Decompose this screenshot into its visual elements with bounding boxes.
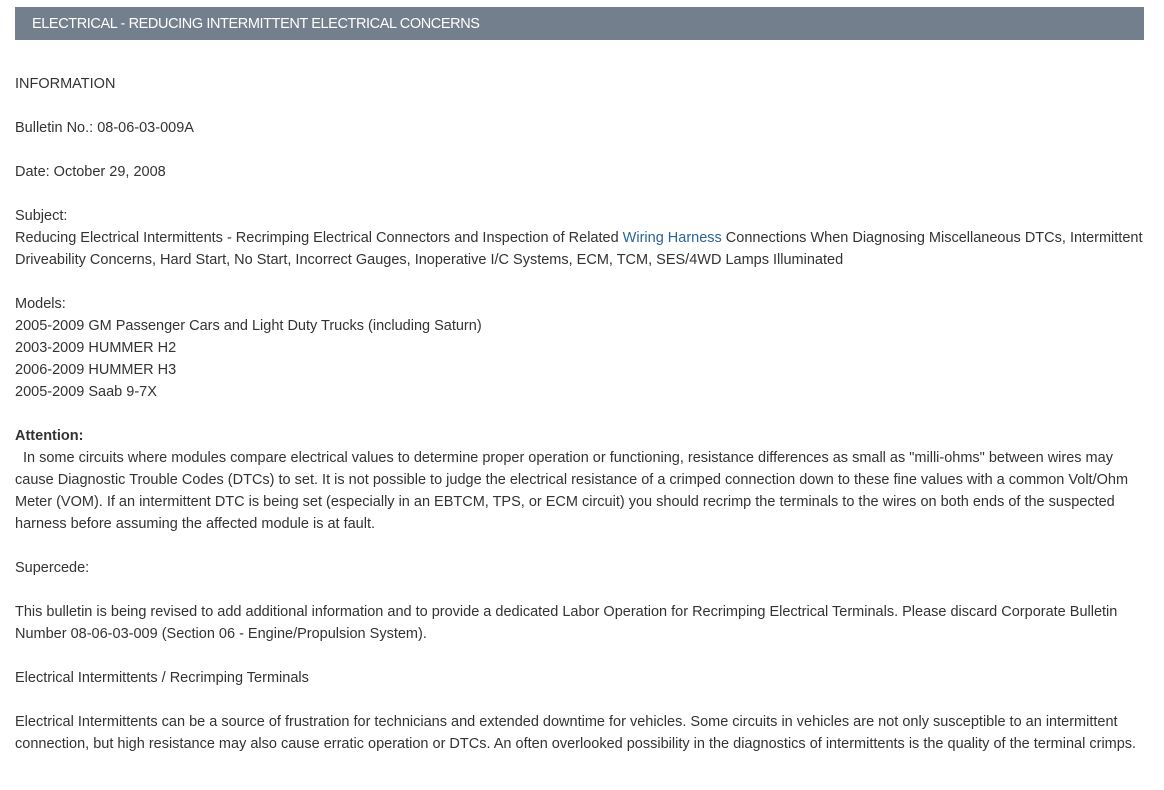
subject-label: Subject: (15, 208, 68, 224)
subject-text-start: Reducing Electrical Intermittents - Recrimping Electrical Connectors and Inspection of Related (15, 230, 623, 246)
wiring-harness-link[interactable]: Wiring Harness (622, 230, 722, 246)
model-item: 2005-2009 Saab 9-7X (15, 384, 157, 400)
model-item: 2006-2009 HUMMER H3 (15, 362, 177, 378)
subject-text-end: Connections When Diagnosing Miscellaneous DTCs, Intermittent Driveability Concerns, Hard Start, No Start, Incorrect Gauges, Inoperative I/C Systems, ECM, TCM, SES/4WD Lamps Illuminated (15, 230, 1143, 268)
models-block (15, 293, 1145, 403)
model-item: 2005-2009 GM Passenger Cars and Light Duty Trucks (including Saturn) (15, 318, 482, 334)
title-bar (15, 7, 1144, 40)
model-item: 2003-2009 HUMMER H2 (15, 340, 177, 356)
bulletin-content (15, 73, 1145, 755)
body-paragraph: Electrical Intermittents can be a source of frustration for technicians and extended downtime for vehicles. Some circuits in vehicles are not only susceptible to an intermittent connection, but high resistance may also cause erratic operation or DTCs. An often overlooked possibility in the diagnostics of intermittents is the quality of the terminal crimps. (15, 714, 1137, 752)
models-label: Models: (15, 296, 66, 312)
attention-text: In some circuits where modules compare electrical values to determine proper operation or functioning, resistance differences as small as "milli-ohms" between wires may cause Diagnostic Trouble Codes (DTCs) to set. It is not possible to judge the electrical resistance of a crimped connection down to these fine values with a common Volt/Ohm Meter (VOM). If an intermittent DTC is being set (especially in an EBTCM, TPS, or ECM circuit) you should recrimp the terminals to the wires on both ends of the suspected harness before assuming the affected module is at fault. (15, 450, 1129, 532)
supercede-label: Supercede: (15, 560, 90, 576)
attention-block (15, 425, 1145, 535)
page-title: ELECTRICAL - REDUCING INTERMITTENT ELECTRICAL CONCERNS (32, 15, 480, 32)
attention-label: Attention: (15, 428, 84, 444)
bulletin-date: Date: October 29, 2008 (15, 164, 166, 180)
section-subheading: Electrical Intermittents / Recrimping Terminals (15, 670, 309, 686)
section-label: INFORMATION (15, 76, 116, 92)
bulletin-number: Bulletin No.: 08-06-03-009A (15, 120, 194, 136)
subject-block (15, 205, 1145, 271)
supercede-text: This bulletin is being revised to add additional information and to provide a dedicated Labor Operation for Recrimping Electrical Terminals. Please discard Corporate Bulletin Number 08-06-03-009 (Section 06 - Engine/Propulsion System). (15, 604, 1118, 642)
